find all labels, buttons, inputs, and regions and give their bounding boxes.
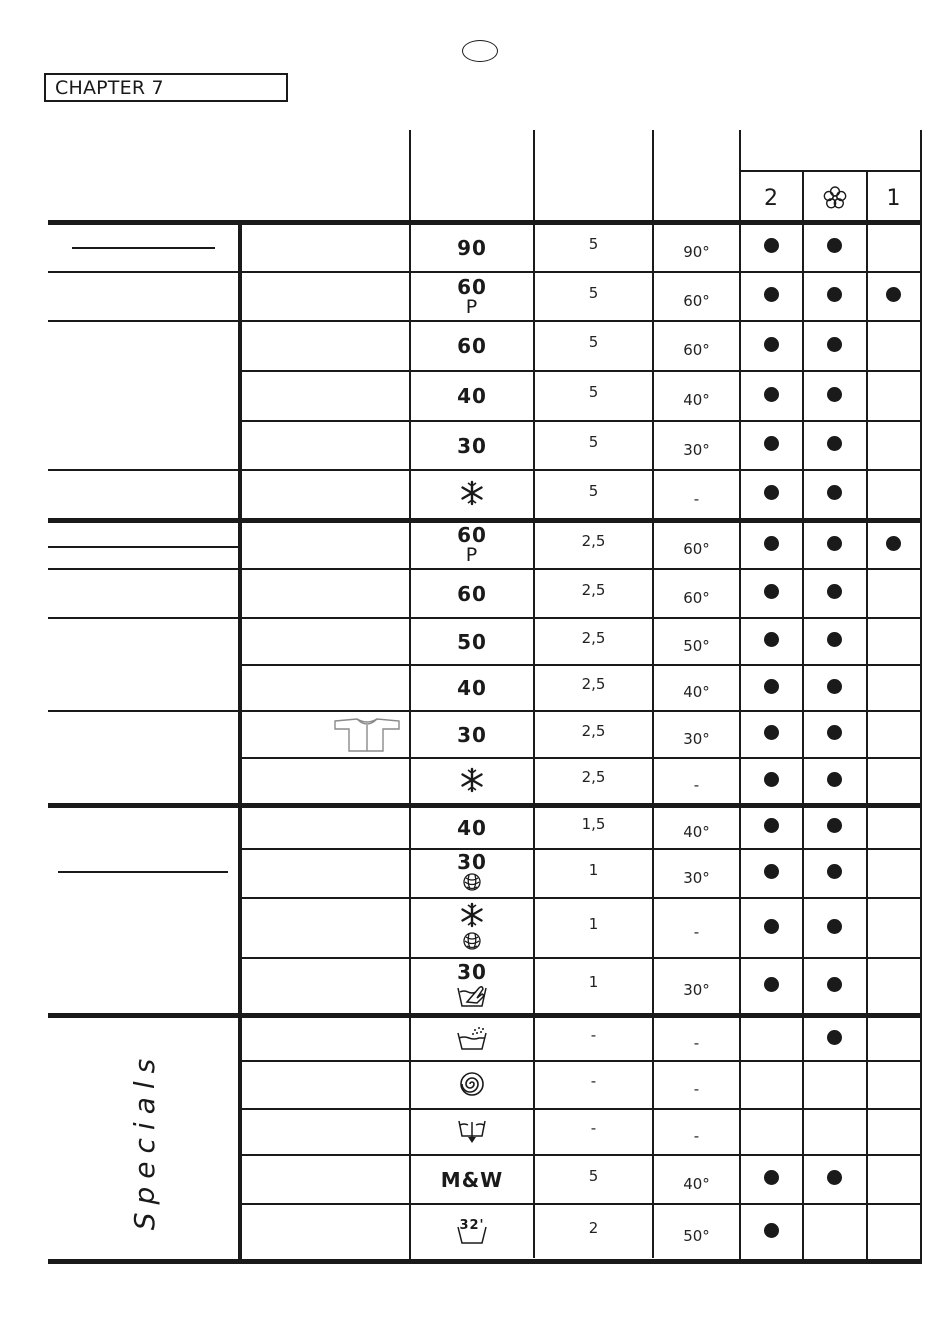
option-cell-d2 bbox=[740, 420, 803, 467]
snowflake-icon bbox=[459, 902, 485, 931]
option-dot bbox=[764, 818, 779, 833]
temperature-value: - bbox=[693, 1080, 700, 1098]
option-cell-df bbox=[803, 957, 866, 1011]
load-value: 5 bbox=[588, 333, 599, 351]
header-col-1: 1 bbox=[886, 185, 901, 211]
temperature-value: 40° bbox=[683, 822, 710, 841]
temperature-value: - bbox=[693, 489, 700, 508]
option-cell-d1 bbox=[867, 710, 920, 755]
option-cell-d2 bbox=[740, 848, 803, 895]
svg-text:32': 32' bbox=[459, 1217, 485, 1233]
temperature-value: - bbox=[693, 1127, 700, 1145]
option-dot bbox=[827, 485, 842, 500]
snowflake-icon bbox=[459, 767, 485, 796]
option-cell-d2 bbox=[740, 469, 803, 516]
option-dot bbox=[764, 485, 779, 500]
option-dot bbox=[764, 919, 779, 934]
load-value: 2 bbox=[588, 1219, 599, 1237]
hand-wash-icon bbox=[455, 982, 489, 1011]
table-bottom bbox=[48, 1259, 922, 1264]
option-dot bbox=[764, 584, 779, 599]
col-divider-description bbox=[238, 222, 242, 1262]
programme-symbol bbox=[411, 807, 533, 848]
option-dot bbox=[827, 1030, 842, 1045]
header-col-2: 2 bbox=[764, 185, 778, 211]
option-cell-d2 bbox=[740, 370, 803, 418]
option-cell-d1 bbox=[867, 1203, 920, 1257]
programme-symbol bbox=[411, 570, 533, 617]
option-dot bbox=[827, 818, 842, 833]
option-cell-d1 bbox=[867, 271, 920, 318]
programme-symbol bbox=[411, 422, 533, 469]
option-cell-d2 bbox=[740, 664, 803, 708]
option-dot bbox=[827, 436, 842, 451]
load-value: 5 bbox=[588, 234, 599, 253]
programme-temp-label: 60 bbox=[457, 334, 487, 358]
option-cell-d2 bbox=[740, 320, 803, 368]
option-cell-d1 bbox=[867, 1108, 920, 1152]
option-dot bbox=[764, 864, 779, 879]
programme-symbol bbox=[411, 1156, 533, 1203]
option-dot bbox=[764, 977, 779, 992]
temperature-value: 30° bbox=[683, 729, 710, 748]
option-cell-df bbox=[803, 848, 866, 895]
option-cell-df bbox=[803, 370, 866, 418]
option-cell-df bbox=[803, 805, 866, 846]
col-divider-right bbox=[920, 130, 922, 1262]
rapid-32-icon bbox=[455, 1217, 489, 1248]
option-dot bbox=[827, 238, 842, 253]
load-value: 5 bbox=[588, 481, 599, 500]
option-cell-df bbox=[803, 617, 866, 662]
programme-symbol bbox=[411, 372, 533, 420]
option-dot bbox=[764, 1170, 779, 1185]
option-cell-d1 bbox=[867, 957, 920, 1011]
option-cell-df bbox=[803, 1154, 866, 1201]
option-cell-d1 bbox=[867, 805, 920, 846]
option-dot bbox=[764, 536, 779, 551]
option-dot bbox=[827, 772, 842, 787]
option-dot bbox=[827, 387, 842, 402]
option-dot bbox=[764, 772, 779, 787]
option-cell-df bbox=[803, 420, 866, 467]
programme-symbol bbox=[411, 224, 533, 271]
load-value: 1,5 bbox=[581, 814, 606, 833]
temperature-value: 50° bbox=[683, 636, 710, 655]
wool-icon bbox=[461, 931, 483, 954]
programme-symbol bbox=[411, 322, 533, 370]
programme-symbol bbox=[411, 619, 533, 664]
load-value: 5 bbox=[588, 1166, 599, 1185]
option-cell-d1 bbox=[867, 370, 920, 418]
option-dot bbox=[827, 1170, 842, 1185]
option-cell-d1 bbox=[867, 1154, 920, 1201]
programme-temp-label: 40 bbox=[457, 676, 487, 700]
option-cell-d2 bbox=[740, 222, 803, 269]
programme-symbol bbox=[411, 1018, 533, 1060]
programme-temp-label: 60 bbox=[457, 274, 487, 299]
option-dot bbox=[764, 238, 779, 253]
option-cell-d1 bbox=[867, 757, 920, 801]
option-cell-d1 bbox=[867, 664, 920, 708]
option-cell-d1 bbox=[867, 320, 920, 368]
temperature-value: 40° bbox=[683, 1174, 710, 1193]
programme-p-label: P bbox=[465, 544, 479, 566]
option-dot bbox=[764, 287, 779, 302]
programme-p-label: P bbox=[465, 295, 479, 318]
header-subline bbox=[739, 170, 922, 172]
load-value: 5 bbox=[588, 432, 599, 451]
temperature-value: 50° bbox=[683, 1227, 710, 1245]
shirt-icon bbox=[333, 717, 401, 757]
load-value: 1 bbox=[588, 973, 599, 991]
option-cell-d2 bbox=[740, 271, 803, 318]
description-underline bbox=[48, 546, 238, 548]
option-cell-df bbox=[803, 757, 866, 801]
programme-symbol bbox=[411, 522, 533, 568]
programme-temp-label: 90 bbox=[457, 235, 487, 260]
programme-temp-label: 30 bbox=[457, 850, 487, 874]
programme-symbol bbox=[411, 1062, 533, 1108]
description-underline bbox=[58, 871, 228, 873]
temperature-value: 60° bbox=[683, 341, 710, 359]
programme-temp-label: M&W bbox=[440, 1167, 504, 1192]
option-cell-d2 bbox=[740, 617, 803, 662]
option-dot bbox=[827, 632, 842, 647]
temperature-value: 30° bbox=[683, 868, 710, 887]
specials-label: Specials bbox=[128, 1050, 162, 1230]
option-cell-d2 bbox=[740, 897, 803, 955]
temperature-value: 90° bbox=[683, 242, 710, 261]
option-dot bbox=[827, 337, 842, 352]
option-dot bbox=[764, 337, 779, 352]
programme-temp-label: 40 bbox=[457, 384, 487, 408]
chapter-title: CHAPTER 7 bbox=[44, 73, 288, 102]
option-cell-df bbox=[803, 664, 866, 708]
option-cell-df bbox=[803, 710, 866, 755]
spin-icon bbox=[459, 1071, 485, 1100]
option-cell-d1 bbox=[867, 897, 920, 955]
load-value: - bbox=[590, 1026, 597, 1044]
programme-temp-label: 40 bbox=[457, 815, 487, 840]
option-cell-df bbox=[803, 1108, 866, 1152]
load-value: 5 bbox=[588, 383, 599, 401]
option-dot bbox=[827, 287, 842, 302]
wool-icon bbox=[461, 872, 483, 895]
option-cell-d1 bbox=[867, 469, 920, 516]
load-value: - bbox=[590, 1072, 597, 1090]
option-cell-d2 bbox=[740, 1016, 803, 1058]
programme-symbol bbox=[411, 273, 533, 320]
option-cell-d1 bbox=[867, 617, 920, 662]
temperature-value: 60° bbox=[683, 540, 710, 558]
option-dot bbox=[764, 387, 779, 402]
programme-symbol bbox=[411, 899, 533, 957]
programme-symbol bbox=[411, 1205, 533, 1259]
option-cell-d2 bbox=[740, 1154, 803, 1201]
programme-symbol bbox=[411, 850, 533, 897]
option-cell-d2 bbox=[740, 757, 803, 801]
option-cell-d1 bbox=[867, 1060, 920, 1106]
option-cell-d1 bbox=[867, 420, 920, 467]
load-value: 2,5 bbox=[581, 675, 606, 693]
load-value: 1 bbox=[588, 915, 599, 933]
temperature-value: - bbox=[693, 1034, 700, 1052]
option-cell-d2 bbox=[740, 568, 803, 615]
option-dot bbox=[827, 536, 842, 551]
option-cell-d2 bbox=[740, 805, 803, 846]
option-dot bbox=[764, 679, 779, 694]
flower-icon bbox=[803, 178, 866, 218]
drain-icon bbox=[456, 1118, 488, 1147]
option-cell-d2 bbox=[740, 1108, 803, 1152]
option-cell-df bbox=[803, 1203, 866, 1257]
temperature-value: 30° bbox=[683, 981, 710, 999]
option-dot bbox=[764, 725, 779, 740]
language-badge bbox=[462, 40, 498, 62]
load-value: 2,5 bbox=[581, 768, 606, 786]
option-cell-df bbox=[803, 222, 866, 269]
option-cell-df bbox=[803, 520, 866, 566]
option-cell-d2 bbox=[740, 957, 803, 1011]
option-cell-d1 bbox=[867, 222, 920, 269]
programme-symbol bbox=[411, 1110, 533, 1154]
option-cell-d1 bbox=[867, 568, 920, 615]
programme-symbol bbox=[411, 712, 533, 757]
option-cell-df bbox=[803, 1060, 866, 1106]
option-dot bbox=[886, 536, 901, 551]
option-cell-d1 bbox=[867, 520, 920, 566]
snowflake-icon bbox=[459, 480, 485, 509]
option-cell-d1 bbox=[867, 848, 920, 895]
option-cell-d2 bbox=[740, 1060, 803, 1106]
load-value: 2,5 bbox=[581, 628, 606, 647]
temperature-value: - bbox=[693, 923, 700, 941]
option-cell-d2 bbox=[740, 710, 803, 755]
load-value: 5 bbox=[588, 283, 599, 302]
load-value: 2,5 bbox=[581, 721, 606, 740]
programme-temp-label: 60 bbox=[457, 581, 487, 606]
programme-temp-label: 30 bbox=[457, 722, 487, 747]
option-cell-d1 bbox=[867, 1016, 920, 1058]
option-cell-df bbox=[803, 469, 866, 516]
load-value: - bbox=[590, 1119, 597, 1137]
option-cell-df bbox=[803, 271, 866, 318]
option-dot bbox=[827, 584, 842, 599]
rinse-icon bbox=[455, 1025, 489, 1054]
temperature-value: 30° bbox=[683, 440, 710, 459]
option-dot bbox=[764, 632, 779, 647]
option-cell-df bbox=[803, 897, 866, 955]
load-value: 2,5 bbox=[581, 580, 606, 599]
option-cell-df bbox=[803, 320, 866, 368]
option-dot bbox=[827, 864, 842, 879]
option-cell-df bbox=[803, 568, 866, 615]
temperature-value: - bbox=[693, 776, 700, 794]
option-cell-d2 bbox=[740, 1203, 803, 1257]
option-dot bbox=[886, 287, 901, 302]
programme-temp-label: 60 bbox=[457, 523, 487, 547]
programme-symbol bbox=[411, 759, 533, 803]
option-dot bbox=[764, 1223, 779, 1238]
option-cell-d2 bbox=[740, 520, 803, 566]
programme-symbol bbox=[411, 666, 533, 710]
option-dot bbox=[764, 436, 779, 451]
option-dot bbox=[827, 919, 842, 934]
load-value: 2,5 bbox=[581, 532, 606, 550]
temperature-value: 40° bbox=[683, 683, 710, 701]
load-value: 1 bbox=[588, 860, 599, 879]
programme-symbol bbox=[411, 471, 533, 518]
temperature-value: 60° bbox=[683, 588, 710, 607]
temperature-value: 60° bbox=[683, 291, 710, 310]
programme-temp-label: 30 bbox=[457, 959, 487, 984]
option-dot bbox=[827, 679, 842, 694]
option-cell-df bbox=[803, 1016, 866, 1058]
description-underline bbox=[72, 247, 215, 249]
option-dot bbox=[827, 977, 842, 992]
temperature-value: 40° bbox=[683, 391, 710, 409]
option-dot bbox=[827, 725, 842, 740]
programme-symbol bbox=[411, 959, 533, 1013]
programme-temp-label: 30 bbox=[457, 433, 487, 458]
programme-temp-label: 50 bbox=[457, 629, 487, 654]
